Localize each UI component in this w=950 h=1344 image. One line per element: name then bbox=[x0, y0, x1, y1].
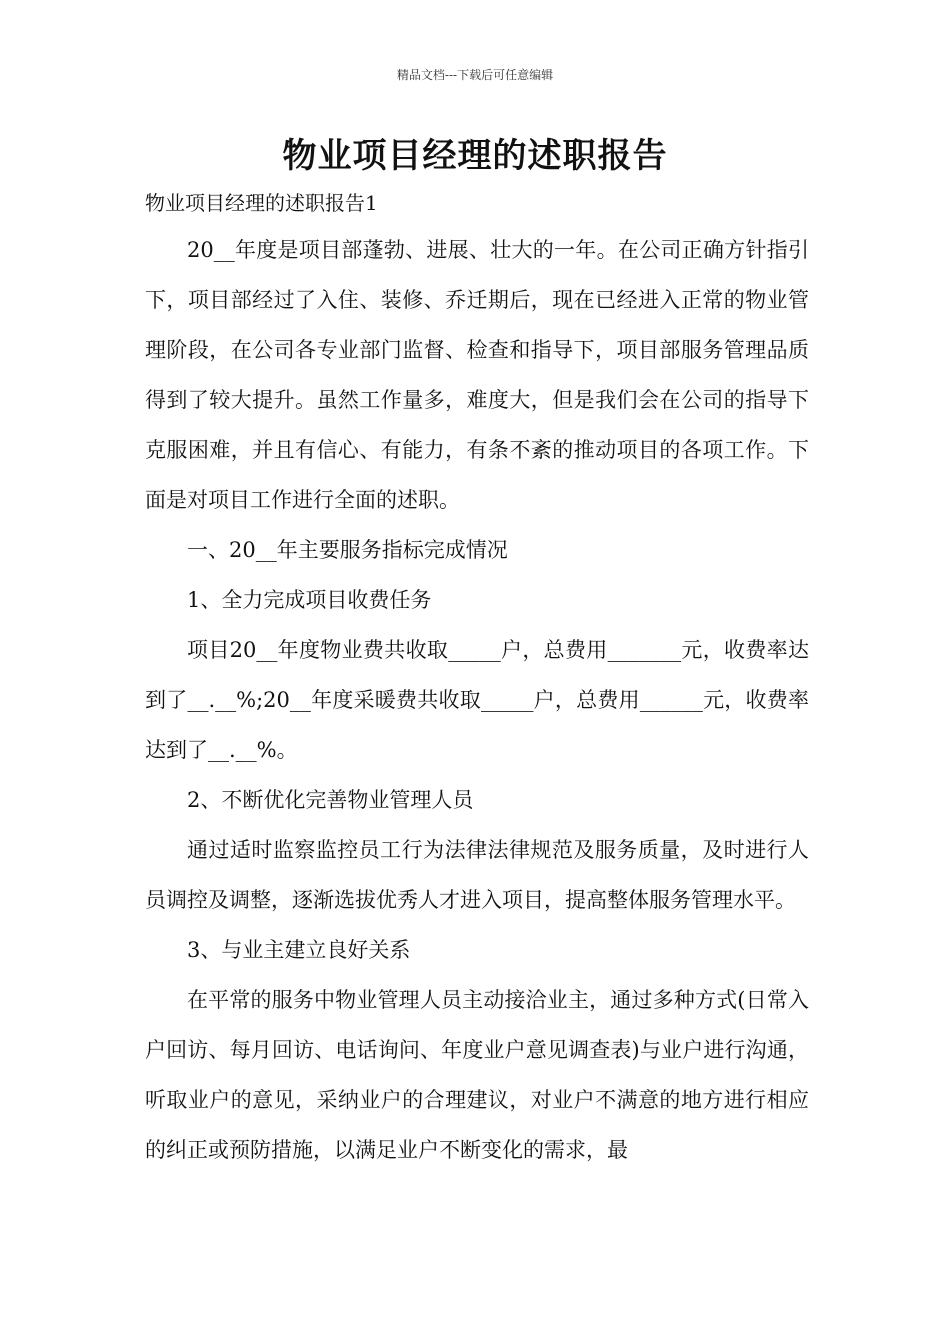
paragraph-owner-relations: 在平常的服务中物业管理人员主动接洽业主，通过多种方式(日常入户回访、每月回访、电话询问、年度业户意见调查表)与业户进行沟通，听取业户的意见，采纳业户的合理建议，对业户不满意的地方进行相应的纠正或预防措施，以满足业户不断变化的需求，最 bbox=[145, 988, 809, 1162]
section-heading-1: 一、20__年主要服务指标完成情况 bbox=[187, 538, 508, 562]
document-body bbox=[145, 225, 809, 1175]
subsection-heading-3: 3、与业主建立良好关系 bbox=[187, 938, 411, 962]
header-note: 精品文档---下载后可任意编辑 bbox=[396, 68, 554, 82]
document-subtitle: 物业项目经理的述职报告1 bbox=[145, 191, 378, 215]
subsection-heading-1: 1、全力完成项目收费任务 bbox=[187, 588, 432, 612]
paragraph-intro: 20__年度是项目部蓬勃、进展、壮大的一年。在公司正确方针指引下，项目部经过了入住、装修、乔迁期后，现在已经进入正常的物业管理阶段，在公司各专业部门监督、检查和指导下，项目部服务管理品质得到了较大提升。虽然工作量多，难度大，但是我们会在公司的指导下克服困难，并且有信心、有能力，有条不紊的推动项目的各项工作。下面是对项目工作进行全面的述职。 bbox=[145, 238, 809, 512]
subsection-heading-2: 2、不断优化完善物业管理人员 bbox=[187, 788, 474, 812]
paragraph-fee-collection: 项目20__年度物业费共收取_____户，总费用_______元，收费率达到了__.__%;20__年度采暖费共收取_____户，总费用______元，收费率达到了__.__%。 bbox=[145, 638, 809, 762]
document-title: 物业项目经理的述职报告 bbox=[282, 136, 668, 176]
paragraph-staff: 通过适时监察监控员工行为法律法律规范及服务质量，及时进行人员调控及调整，逐渐选拔优秀人才进入项目，提高整体服务管理水平。 bbox=[145, 838, 809, 912]
